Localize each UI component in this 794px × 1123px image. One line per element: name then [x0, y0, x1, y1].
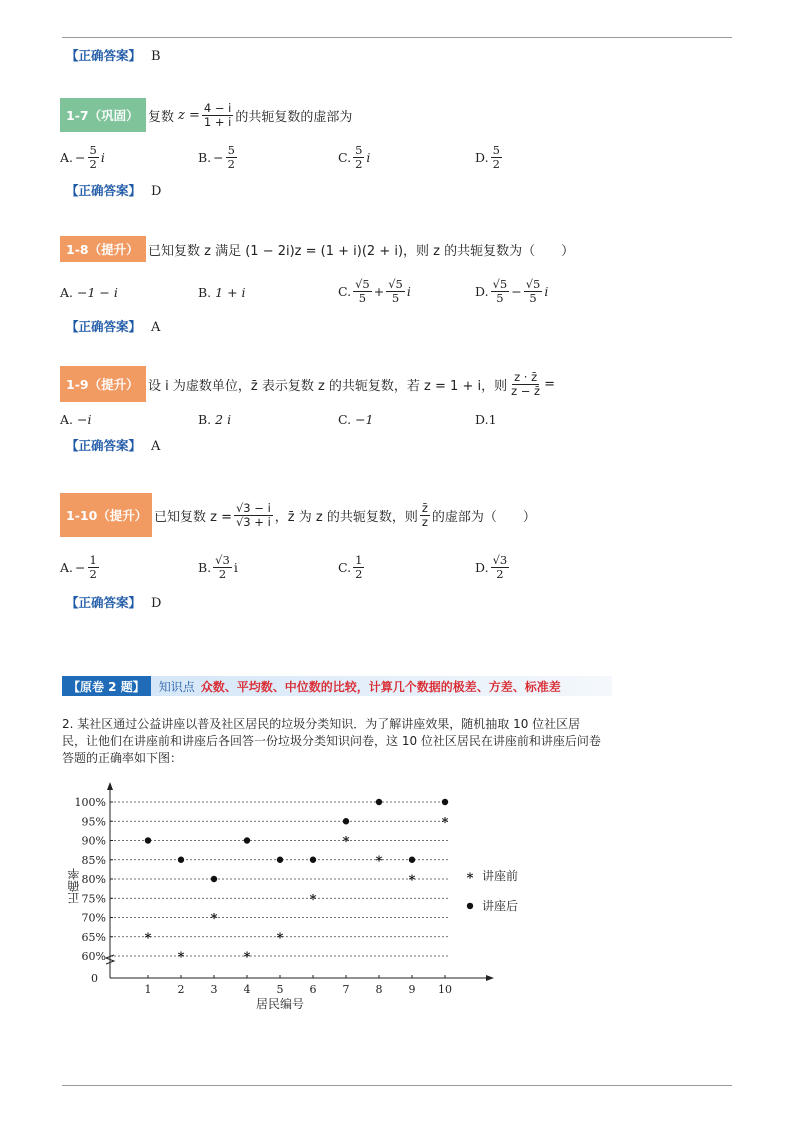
answer-row-1-9: 【正确答案】 A [66, 438, 161, 454]
point-after [343, 818, 349, 824]
legend-marker-after [467, 903, 473, 909]
option-d[interactable]: D. 1 [475, 411, 497, 427]
option-a[interactable]: A. −1 − i [60, 284, 118, 300]
y-tick-label: 95% [81, 815, 106, 829]
y-tick-label: 80% [81, 873, 106, 886]
y-tick-label: 75% [81, 892, 106, 906]
point-before: * [144, 930, 152, 946]
option-b[interactable]: B. − $\frac{5}{2}$ [198, 142, 235, 171]
x-tick-label: 7 [342, 983, 350, 996]
x-axis-arrow [486, 975, 494, 981]
top-rule [62, 37, 732, 38]
answer-row-1-8: 【正确答案】 A [66, 319, 161, 335]
x-tick-label: 10 [438, 983, 452, 996]
point-before: * [309, 892, 317, 908]
question-2-text: 2. 某社区通过公益讲座以普及社区居民的垃圾分类知识．为了解讲座效果，随机抽取 10 位社区居民，让他们在讲座前和讲座后各回答一份垃圾分类知识问卷，这 10 位社区居民在讲座前和讲座后问卷答题的正确率如下图： [62, 717, 601, 765]
answer-label: 【正确答案】 [66, 48, 142, 63]
option-c[interactable]: C. $\frac{1}{2}$ [338, 552, 363, 581]
question-stem-1-7: 复数 z = $\frac{4 - i}{1 + i}$ 的共轭复数的虚部为 [148, 100, 353, 129]
y-tick-label: 70% [81, 911, 106, 925]
y-tick-label: 65% [81, 930, 106, 944]
original-question-tag: 【原卷 2 题】 [62, 676, 151, 696]
x-axis-label: 居民编号 [255, 997, 305, 1010]
y-axis-label: 正确率 [67, 868, 81, 904]
point-before: * [375, 853, 383, 869]
question-tag-1-9: 1-9（提升） [60, 366, 146, 402]
x-tick-label: 8 [375, 983, 383, 996]
option-b[interactable]: B. $\frac{√3}{2}$ i [198, 552, 238, 581]
knowledge-point-bar [62, 676, 612, 696]
point-before: * [408, 873, 416, 888]
question-stem-1-9: 设 i 为虚数单位，z̄ 表示复数 z 的共轭复数，若 z = 1 + i，则 $\frac{z \cdot z̄}{z - z̄}$ = [148, 369, 556, 398]
point-before: * [177, 950, 185, 965]
point-after [442, 799, 448, 805]
legend-marker-before: * [466, 871, 474, 886]
point-before: * [210, 911, 218, 927]
question-tag-1-8: 1-8（提升） [60, 236, 146, 262]
point-after [409, 857, 415, 863]
point-before: * [342, 834, 350, 850]
answer-row-1-10: 【正确答案】 D [66, 595, 162, 611]
y-zero-label: 0 [91, 972, 98, 985]
option-c[interactable]: C. −1 [338, 411, 374, 427]
point-after [376, 799, 382, 805]
knowledge-text: 众数、平均数、中位数的比较，计算几个数据的极差、方差、标准差 [200, 679, 561, 694]
option-a[interactable]: A. − $\frac{5}{2}$ i [60, 142, 105, 171]
option-d[interactable]: D. $\frac{5}{2}$ [475, 142, 500, 171]
point-after [178, 857, 184, 863]
x-tick-label: 9 [408, 983, 416, 996]
option-b[interactable]: B. 1 + i [198, 284, 246, 300]
question-tag-1-10: 1-10（提升） [60, 493, 152, 537]
option-d[interactable]: D. $\frac{√5}{5}$ − $\frac{√5}{5}$ i [475, 276, 549, 305]
knowledge-label: 知识点 [158, 679, 195, 694]
question-stem-1-10: 已知复数 z = $\frac{√3 - i}{√3 + i}$ ，z̄ 为 z 的共轭复数，则 $\frac{z̄}{z}$ 的虚部为（ ） [154, 500, 536, 529]
option-a[interactable]: A. −i [60, 411, 92, 427]
answer-row-1-6 [66, 46, 161, 64]
point-after [211, 876, 217, 882]
x-tick-label: 6 [309, 983, 317, 996]
scatter-chart [60, 780, 560, 1010]
legend-label-after: 讲座后 [482, 898, 519, 913]
option-a[interactable]: A. − $\frac{1}{2}$ [60, 552, 97, 581]
y-tick-label: 85% [81, 853, 106, 867]
bottom-rule [62, 1085, 732, 1086]
x-tick-label: 3 [210, 983, 218, 996]
option-c[interactable]: C. $\frac{5}{2}$ i [338, 142, 371, 171]
option-d[interactable]: D. $\frac{√3}{2}$ [475, 552, 508, 581]
x-tick-label: 1 [144, 983, 152, 996]
fraction: $\frac{4 - i}{1 + i}$ [203, 100, 232, 129]
option-b[interactable]: B. 2 i [198, 411, 232, 427]
x-tick-label: 5 [276, 983, 284, 996]
y-tick-label: 100% [74, 796, 106, 809]
y-tick-label: 60% [81, 950, 106, 963]
option-c[interactable]: C. $\frac{√5}{5}$ + $\frac{√5}{5}$ i [338, 276, 411, 305]
answer-value: B [151, 49, 161, 64]
x-tick-label: 2 [177, 983, 185, 996]
question-tag-1-7: 1-7（巩固） [60, 98, 146, 132]
question-stem-1-8: 已知复数 z 满足 (1 − 2i)z = (1 + i)(2 + i)，则 z 的共轭复数为（ ） [148, 243, 575, 259]
point-after [310, 857, 316, 863]
y-tick-label: 90% [81, 834, 106, 848]
answer-row-1-7: 【正确答案】 D [66, 183, 162, 199]
point-after [244, 837, 250, 843]
point-before: * [441, 815, 449, 831]
x-tick-label: 4 [243, 983, 251, 996]
point-before: * [276, 930, 284, 946]
point-after [145, 837, 151, 843]
legend-label-before: 讲座前 [482, 869, 519, 883]
y-axis-arrow [107, 782, 113, 790]
point-after [277, 857, 283, 863]
point-before: * [243, 950, 251, 965]
